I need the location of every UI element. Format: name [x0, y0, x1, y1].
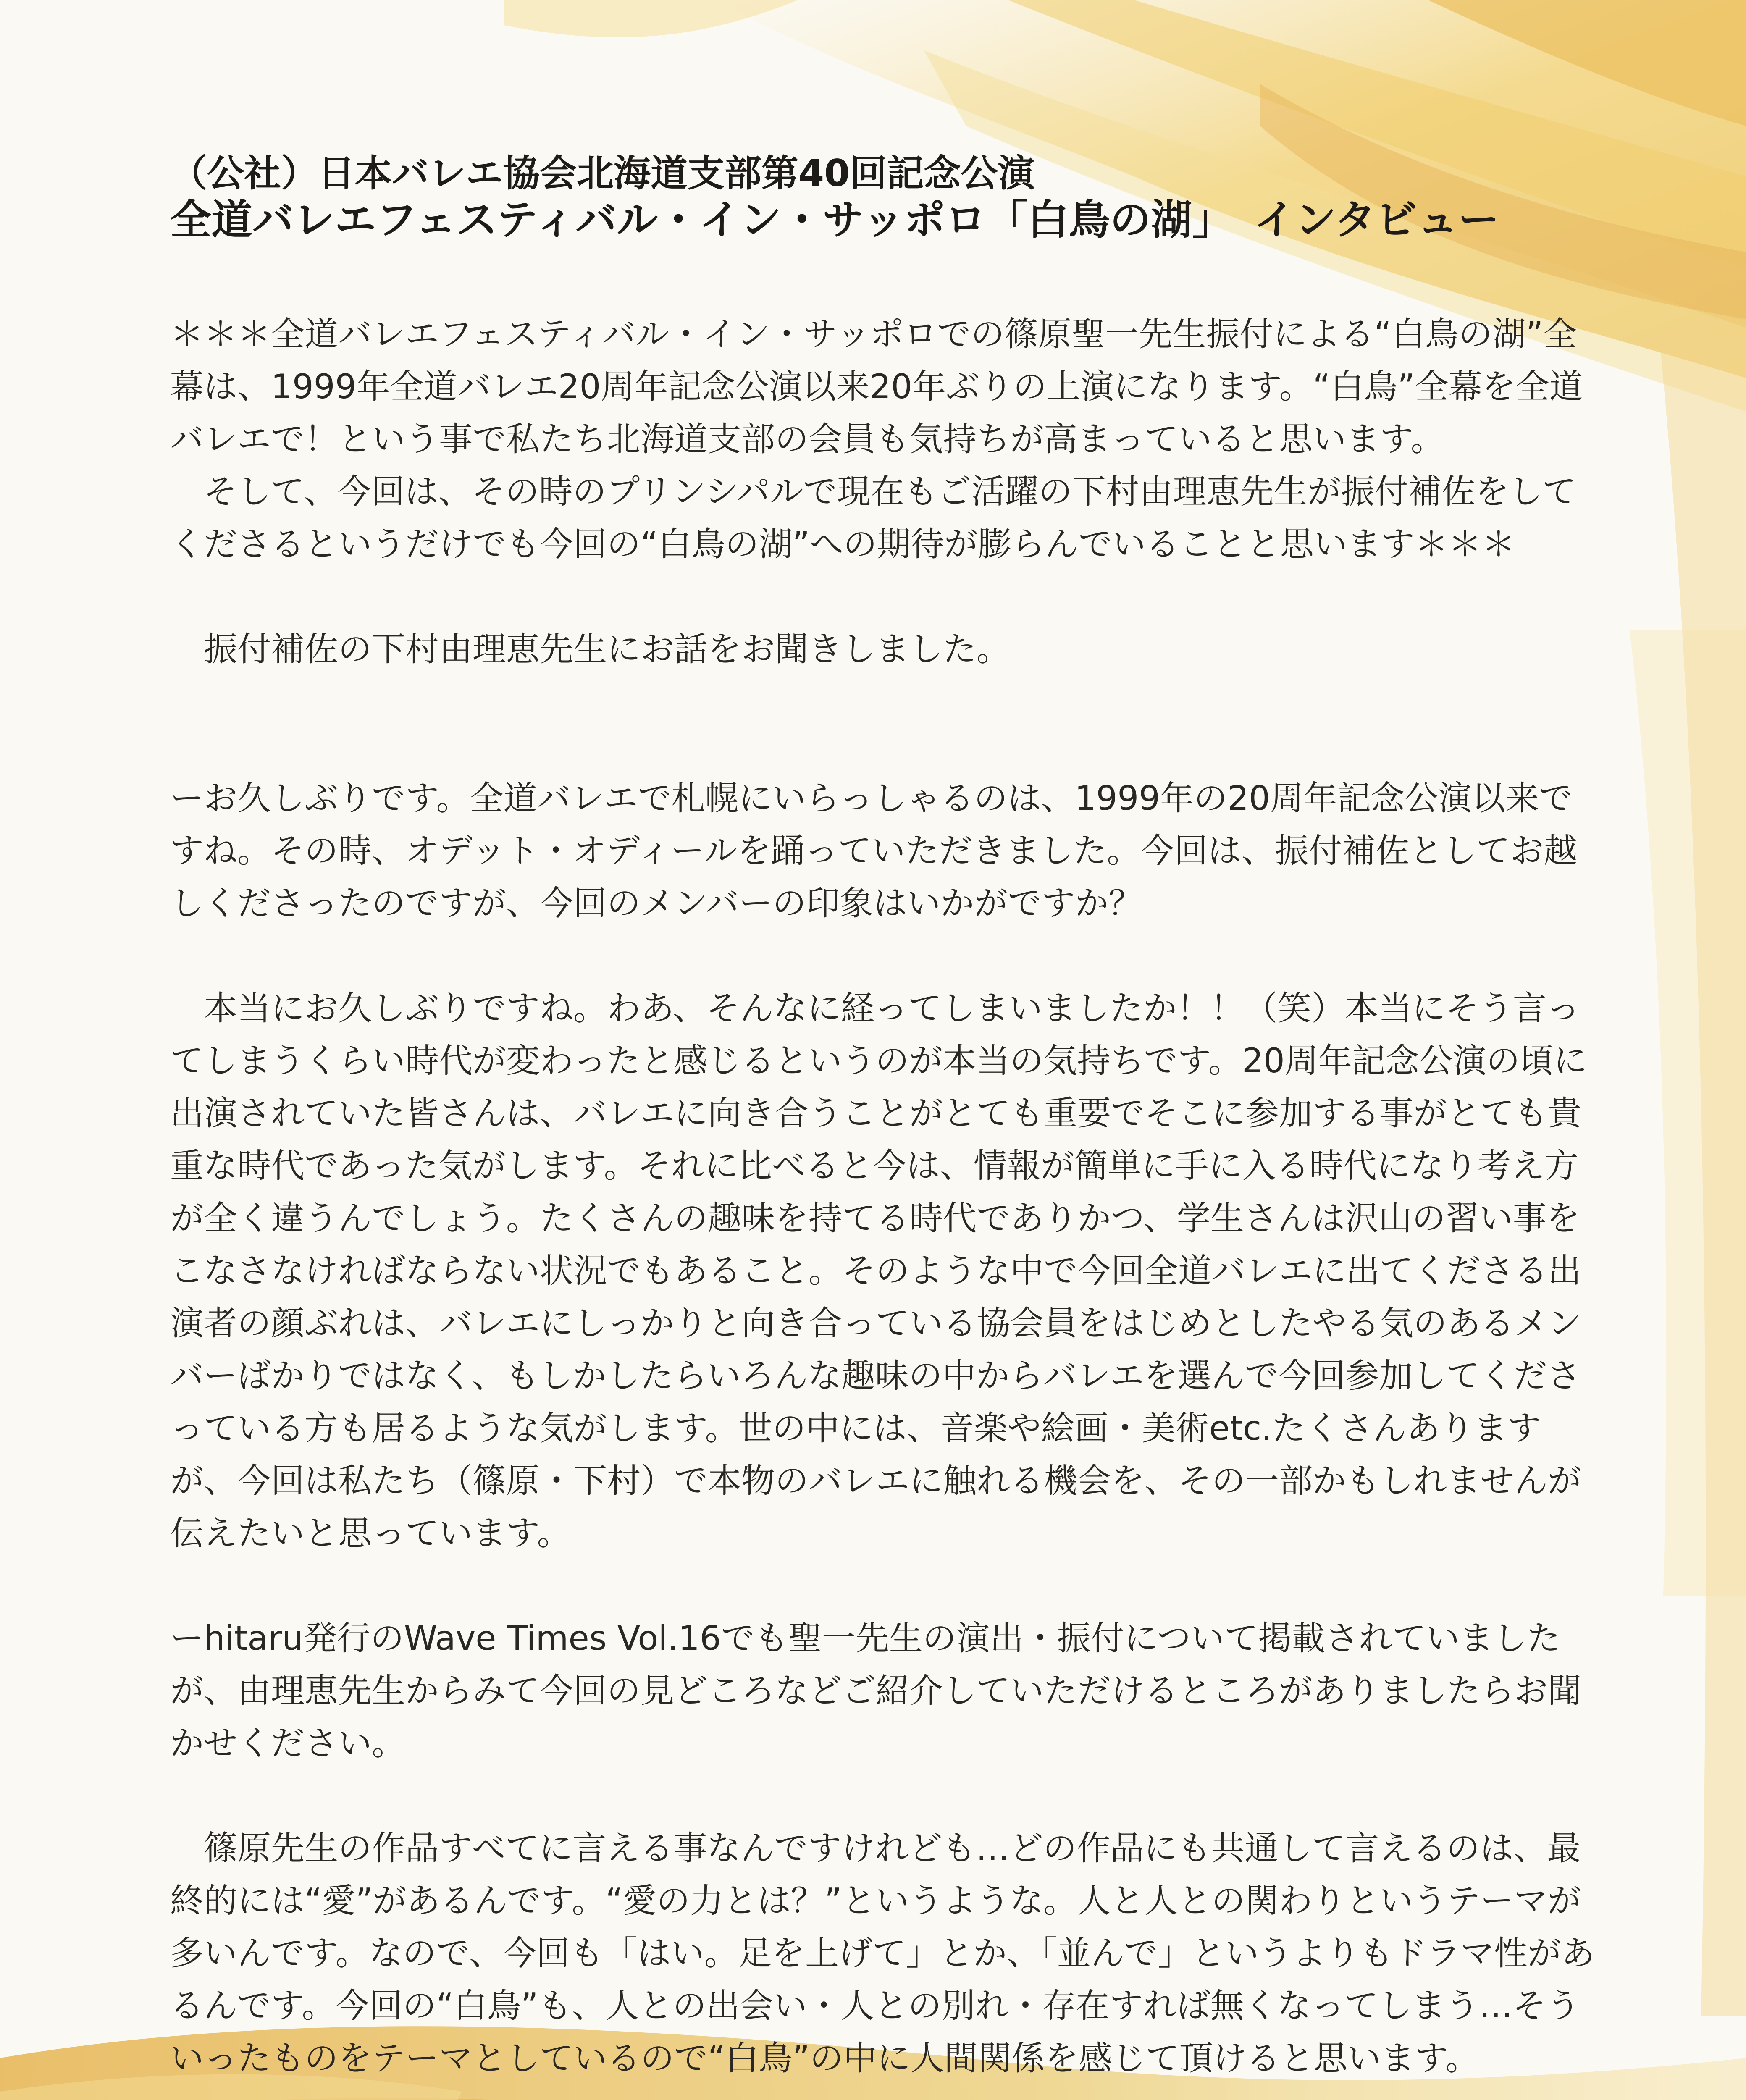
- question-2: ーhitaru発行のWave Times Vol.16でも聖一先生の演出・振付について掲載されていましたが、由理恵先生からみて今回の見どころなどご紹介していただけるところがありましたらお聞かせください。: [170, 1619, 1581, 1763]
- answer-1: 本当にお久しぶりですね。わあ、そんなに経ってしまいましたか！！（笑）本当にそう言ってしまうくらい時代が変わったと感じるというのが本当の気持ちです。20周年記念公演の頃に出演されていた皆さんは、バレエに向き合うことがとても重要でそこに参加する事がとても貴重な時代であった気がします。それに比べると今は、情報が簡単に手に入る時代になり考え方が全く違うんでしょう。たくさんの趣味を持てる時代でありかつ、学生さんは沢山の習い事をこなさなければならない状況でもあること。そのような中で今回全道バレエに出てくださる出演者の顔ぶれは、バレエにしっかりと向き合っている協会員をはじめとしたやる気のあるメンバーばかりではなく、もしかしたらいろんな趣味の中からバレエを選んで今回参加してくださっている方も居るような気がします。世の中には、音楽や絵画・美術etc.たくさんありますが、今回は私たち（篠原・下村）で本物のバレエに触れる機会を、その一部かもしれませんが伝えたいと思っています。: [170, 989, 1587, 1553]
- intro-paragraph-1: ＊＊＊全道バレエフェスティバル・イン・サッポロでの篠原聖一先生振付による“白鳥の湖”全幕は、1999年全道バレエ20周年記念公演以来20年ぶりの上演になります。“白鳥”全幕を全道バレエで！という事で私たち北海道支部の会員も気持ちが高まっていると思います。: [170, 315, 1583, 459]
- document-page: [170, 151, 1598, 2100]
- intro-paragraph-2: そして、今回は、その時のプリンシパルで現在もご活躍の下村由理恵先生が振付補佐をしてくださるというだけでも今回の“白鳥の湖”への期待が膨らんでいることと思います＊＊＊: [170, 472, 1576, 564]
- question-1: ーお久しぶりです。全道バレエで札幌にいらっしゃるのは、1999年の20周年記念公演以来ですね。その時、オデット・オディールを踊っていただきました。今回は、振付補佐としてお越しくださったのですが、今回のメンバーの印象はいかがですか？: [170, 779, 1578, 923]
- answer-2: 篠原先生の作品すべてに言える事なんですけれども…どの作品にも共通して言えるのは、最終的には“愛”があるんです。“愛の力とは？”というような。人と人との関わりというテーマが多いんです。なので、今回も「はい。足を上げて」とか、「並んで」というよりもドラマ性があるんです。今回の“白鳥”も、人との出会い・人との別れ・存在すれば無くなってしまう…そういったものをテーマとしているので“白鳥”の中に人間関係を感じて頂けると思います。: [170, 1829, 1595, 2078]
- intro-paragraph-3: 振付補佐の下村由理恵先生にお話をお聞きしました。: [204, 630, 1010, 669]
- article-body: [170, 308, 1598, 2100]
- right-edge-strokes: [1630, 336, 1746, 2016]
- title-line-1: （公社）日本バレエ協会北海道支部第40回記念公演: [170, 152, 1035, 195]
- title-line-2: 全道バレエフェスティバル・イン・サッポロ「白鳥の湖」 インタビュー: [170, 196, 1499, 244]
